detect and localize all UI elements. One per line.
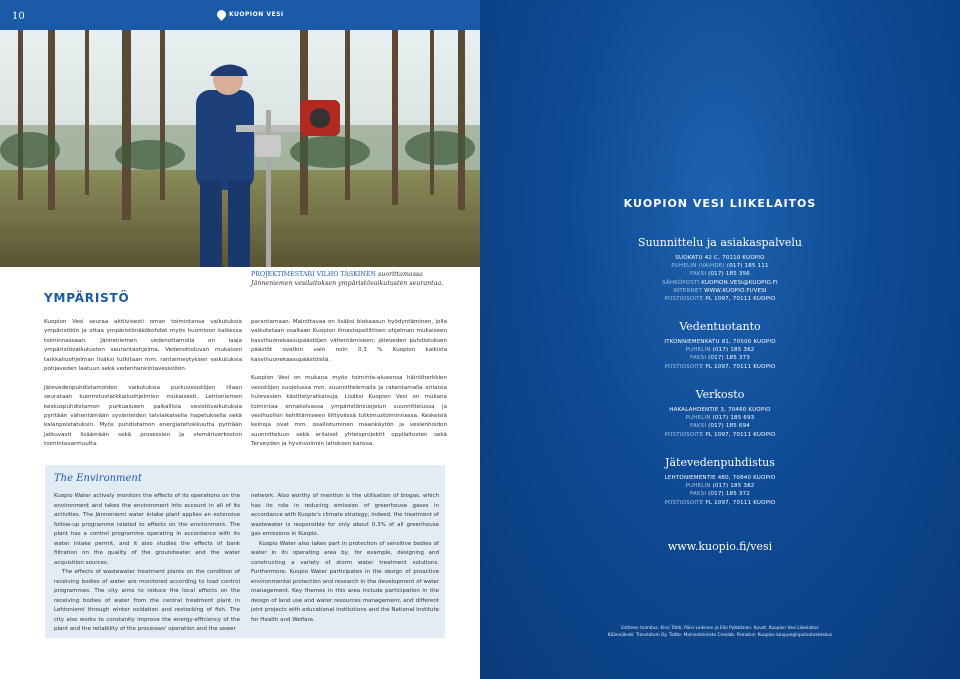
forest-photo-illustration: [0, 30, 480, 267]
credits-line: Käännökset: Translatum Oy. Taitto: Mainostoimisto Creolab. Painatus: Kuopion kaupunginpainatuskeskus: [607, 632, 833, 638]
office-line: FAKSI (017) 185 694: [690, 423, 750, 430]
office-line: INTERNET WWW.KUOPIO.FI/VESI: [673, 287, 767, 294]
paragraph: The effects of wastewater treatment plants on the condition of receiving bodies of water are monitored according to load control programmes. The city aims to reduce the local effects on the receiving bodies of water from the central treatment plant in Lehtoniemi through winter oxidation and restocking of fish. The city also works to constantly improve the energy-efficiency of the plant and the reliability of the processes' operation and the sewer: [54, 569, 240, 632]
paragraph: Kuopion Vesi seuraa aktiivisesti oman toimintansa vaikutuksia ympäristöön ja ottaa ympäristönäkökohdat myös huomioon kaikessa toiminnassaan. Jänneniemen vedenottamolla on laaja ympäristövaikutusten seurantaohjelma. Vedenottoluvan mukaisen tarkkailuohjelman lisäksi tutkitaan mm. rantaimeytyksen vaikutuksia pohjaveden laatuun sekä vedenhankintavesistöön.: [44, 319, 242, 373]
section-title-box: [0, 267, 249, 313]
website-link[interactable]: www.kuopio.fi/vesi: [667, 540, 773, 553]
office-line: FAKSI (017) 185 373: [690, 355, 750, 362]
office-line: POSTIOSOITE PL 1097, 70111 KUOPIO: [664, 363, 776, 370]
section-title: YMPÄRISTÖ: [44, 291, 130, 305]
office-water-production: [480, 320, 960, 371]
header-logo: [217, 10, 284, 19]
office-network: [480, 388, 960, 439]
office-line: PUHELIN (017) 185 362: [685, 347, 755, 354]
paragraph: Jätevedenpuhdistamoiden vaikutuksia purkuvesistöjen tilaan seurataan kuormitustarkkailuohjelmien mukaisesti. Lehtoniemen keskuspuhdistamon purkualueen paikallisia vesistövaikutuksia pyritään vähentämään syvänteiden talviaikaisella hapetuksella sekä kalanpoistatuksin. Myös puhdistamon energiatehokkuutta pyritään jatkuvasti lisäämään sekä prosessien ja viemäriverkoston toimintavarmuutta: [44, 384, 242, 448]
office-line: FAKSI (017) 185 372: [690, 491, 750, 498]
photo-caption: [251, 271, 451, 288]
office-line: FAKSI (017) 185 356: [690, 271, 750, 278]
office-name: Suunnittelu ja asiakaspalvelu: [638, 236, 802, 249]
page-number: 10: [12, 11, 25, 22]
office-line: HAKALAHDENTIE 3, 70460 KUOPIO: [669, 407, 771, 413]
office-line: LEHTONIEMENTIE 480, 70840 KUOPIO: [664, 475, 776, 481]
office-name: Jätevedenpuhdistus: [665, 456, 775, 469]
header-logo-text: KUOPION VESI: [229, 11, 284, 18]
english-title: The Environment: [54, 473, 142, 484]
office-line: PUHELIN (017) 185 382: [685, 483, 755, 490]
office-line: SÄHKÖPOSTI KUOPION.VESI@KUOPIO.FI: [662, 279, 778, 286]
finnish-column-2: [251, 318, 447, 459]
finnish-column-1: [44, 318, 242, 459]
office-line: PUHELIN (VAIHDE) (017) 185 111: [671, 263, 769, 270]
right-page: [480, 0, 960, 679]
paragraph: parantamaan. Mainittavaa on lisäksi biokaasun hyödyntäminen, jolla vaikutetaan osaltaan Kuopion ilmastopoliittisen ohjelman mukaiseen kasvihuonekaasupäästöjen vähentämiseen; jäteveden puhdistuksen päästöt ovatkin vain noin 0,3 % Kuopion kaikista kasvihuonekaasupäästöistä.: [251, 319, 447, 363]
caption-text: suorittamassa Jänneniemen vesilaitoksen ympäristövaikutusten seurantaa.: [251, 271, 444, 287]
office-line: PUHELIN (017) 185 693: [685, 415, 755, 422]
office-line: POSTIOSOITE PL 1097, 70111 KUOPIO: [664, 431, 776, 438]
paragraph: Kuopio Water also takes part in protection of sensitive bodies of water in its operating area by, for example, designing and constructing a variety of storm water treatment solutions. Furthermore, Kuopio Water participates in the design of proactive environmental protection and research in the development of water management. Key themes in this area include participation in the design of land use and water resources management, and different joint projects with educational institutions and the National Institute for Health and Welfare.: [251, 540, 439, 623]
office-name: Vedentuotanto: [679, 320, 761, 333]
water-drop-icon: [215, 8, 228, 21]
credits: [480, 626, 960, 639]
office-line: ITKONNIEMENKATU 81, 70500 KUOPIO: [664, 339, 776, 345]
office-line: SUOKATU 42 C, 70110 KUOPIO: [675, 255, 765, 261]
office-line: POSTIOSOITE PL 1097, 70111 KUOPIO: [664, 499, 776, 506]
office-planning-customer-service: [480, 236, 960, 303]
credits-line: Esitteen toimitus: Kirsi Tähti, Päivi Leikinen ja Ella Pylkkänen. Kuvat: Kuopion Vesi Liikelaitos: [621, 626, 819, 631]
english-column-2: [251, 492, 439, 625]
office-line: POSTIOSOITE PL 1097, 70111 KUOPIO: [664, 296, 776, 303]
english-column-1: [54, 492, 240, 635]
paragraph: Kuopio Water actively monitors the effects of its operations on the environment and takes the environment into account in all of its activities. The Jänneniemi water intake plant applies an extensive follow-up programme related to effects on the environment. The plant has a control programme operating in accordance with its water intake permit, and it also studies the effects of bank filtration on the quality of the groundwater and the water acquisition sources.: [54, 493, 240, 566]
paragraph: network. Also worthy of mention is the utilisation of biogas, which has its role in reducing emission of greenhouse gases in accordance with Kuopio's climate strategy; indeed, the treatment of wastewater is responsible for only about 0.3% of all greenhouse gas emissions in Kuopio.: [251, 493, 439, 537]
caption-person-name: PROJEKTIMESTARI VILHO TASKINEN: [251, 271, 377, 278]
office-wastewater-treatment: [480, 456, 960, 507]
paragraph: Kuopion Vesi on mukana myös toiminta-alueensa häiriöherkkien vesistöjen suojelussa mm. suunnittelemalla ja rakentamalla erilaisia hulevesien käsittelyratkaisuja. Lisäksi Kuopion Vesi on mukana toimintaa ennakoivassa ympäristönsuojelun suunnittelussa ja vesihuollon kehittämiseen liittyvässä tutkimustoiminnassa. Keskeisiä keinoja ovat mm. osallistuminen maankäytön ja vesienhoidon suunnitteluun sekä erilaiset yhteisprojektit oppilaitosten sekä Terveyden ja hyvinvoinnin laitoksen kanssa.: [251, 375, 447, 448]
photo-worker-forest: [0, 30, 480, 267]
company-title: KUOPION VESI LIIKELAITOS: [623, 197, 817, 210]
office-name: Verkosto: [695, 388, 745, 401]
